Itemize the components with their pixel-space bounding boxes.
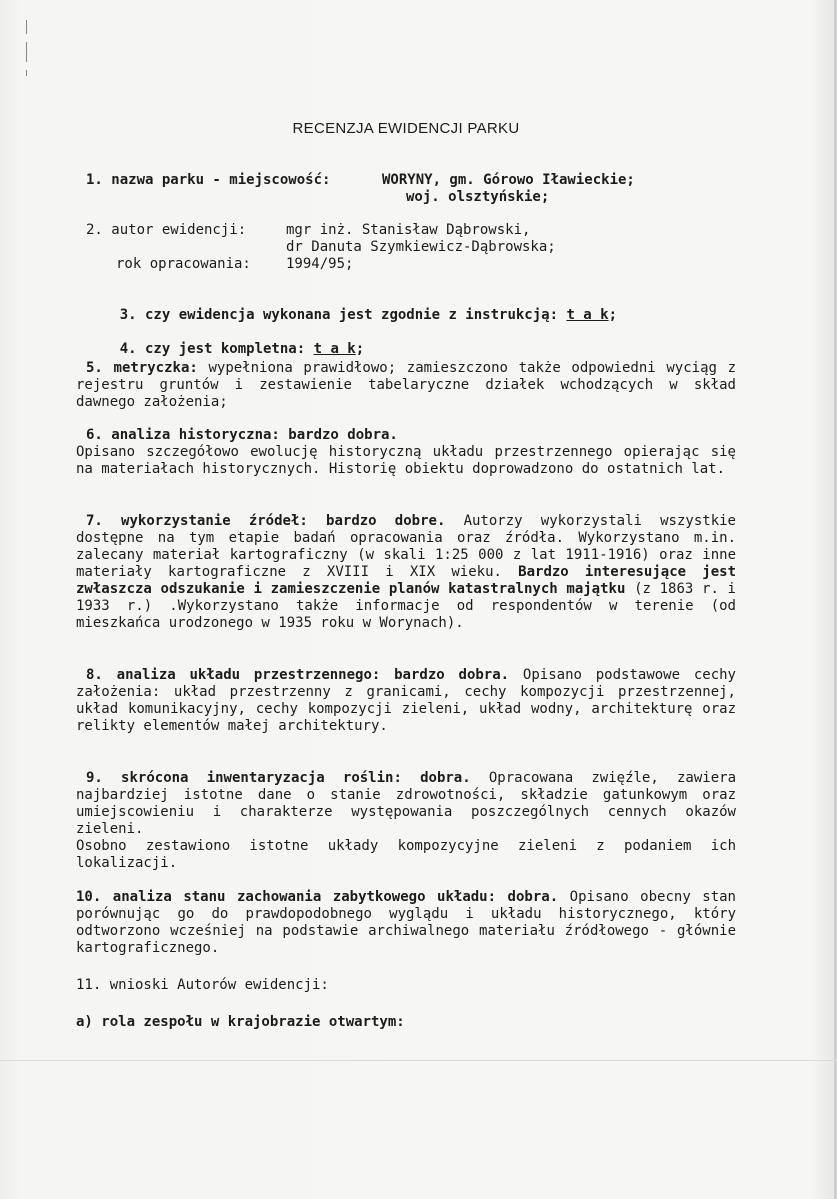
item-2-label: 2. autor ewidencji: xyxy=(86,222,247,238)
item-1-value: WORYNY, gm. Górowo Iławieckie; xyxy=(382,172,635,188)
item-4-label: 4. czy jest kompletna: xyxy=(119,341,306,357)
item-3-end: ; xyxy=(608,307,618,323)
item-7-text: Autorzy wykorzystali wszystkie dostępne na tym etapie badań opracowania oraz źródła. Wykorzystano m.in. zalecany materiał kartograficzny (w skali 1:25 000 z lat 1911-1916) oraz inne materiały kartograficzne z XVIII i XIX wieku. xyxy=(76,513,736,580)
item-9-text: Opracowana zwięźle, zawiera najbardziej istotne dane o stanie zdrowotności, składzie gatunkowym oraz umiejscowieniu i charakterze występowania poszczególnych cennych okazów zieleni. xyxy=(76,770,736,837)
item-2-value-2: dr Danuta Szymkiewicz-Dąbrowska; xyxy=(286,239,556,255)
item-4-end: ; xyxy=(355,341,365,357)
item-10-head: 10. analiza stanu zachowania zabytkowego układu: dobra. xyxy=(76,889,559,905)
item-9-head: 9. skrócona inwentaryzacja roślin: dobra. xyxy=(86,770,471,786)
item-11: 11. wnioski Autorów ewidencji: xyxy=(76,977,329,993)
item-10 xyxy=(76,889,736,957)
fold-line xyxy=(0,1060,837,1061)
item-a: a) rola zespołu w krajobrazie otwartym: xyxy=(76,1014,405,1030)
item-1-label: 1. nazwa parku - miejscowość: xyxy=(86,172,331,188)
item-2-year: 1994/95; xyxy=(286,256,354,272)
item-8 xyxy=(76,667,736,735)
item-7-head: 7. wykorzystanie źródeł: bardzo dobre. xyxy=(86,513,446,529)
margin-marks xyxy=(26,20,30,90)
item-8-head: 8. analiza układu przestrzennego: bardzo dobra. xyxy=(86,667,510,683)
item-6-head: 6. analiza historyczna: bardzo dobra. xyxy=(86,427,398,443)
item-8-text: Opisano podstawowe cechy założenia: układ przestrzenny z granicami, cechy kompozycji przestrzennej, układ komunikacyjny, cechy kompozycji zieleni, układ wodny, architekturę oraz relikty elementów małej architektury. xyxy=(76,667,736,734)
document-title: RECENZJA EWIDENCJI PARKU xyxy=(292,120,520,137)
item-2-value: mgr inż. Stanisław Dąbrowski, xyxy=(286,222,531,238)
item-10-text: Opisano obecny stan porównując go do prawdopodobnego wyglądu i układu historycznego, który odtworzono wcześniej na podstawie archiwalnego materiału źródłowego - głównie kartograficznego. xyxy=(76,889,736,956)
item-7-text-2: (z 1863 r. i 1933 r.) .Wykorzystano także informacje od respondentów w terenie (od mieszkańca urodzonego w 1935 roku w Worynach). xyxy=(76,581,736,631)
item-5 xyxy=(76,360,736,411)
item-7 xyxy=(76,513,736,632)
item-5-text: wypełniona prawidłowo; zamieszczono także odpowiedni wyciąg z rejestru gruntów i zestawienie tabelaryczne działek wchodzących w skład dawnego założenia; xyxy=(76,360,737,410)
item-3-label: 3. czy ewidencja wykonana jest zgodnie z instrukcją: xyxy=(119,307,559,323)
item-9 xyxy=(76,770,736,838)
item-3-value: t a k xyxy=(566,307,609,323)
item-4-value: t a k xyxy=(313,341,356,357)
item-6-text: Opisano szczegółowo ewolucję historyczną układu przestrzennego opierając się na materiałach historycznych. Historię obiektu doprowadzono do ostatnich lat. xyxy=(76,444,736,477)
item-9-text-2: Osobno zestawiono istotne układy kompozycyjne zieleni z podaniem ich lokalizacji. xyxy=(76,838,736,871)
item-2-year-label: rok opracowania: xyxy=(116,256,251,272)
item-5-head: 5. metryczka: xyxy=(86,360,198,376)
item-1-value-2: woj. olsztyńskie; xyxy=(406,189,550,205)
item-7-highlight: Bardzo interesujące jest zwłaszcza odszukanie i zamieszczenie planów katastralnych majątku xyxy=(76,564,736,597)
